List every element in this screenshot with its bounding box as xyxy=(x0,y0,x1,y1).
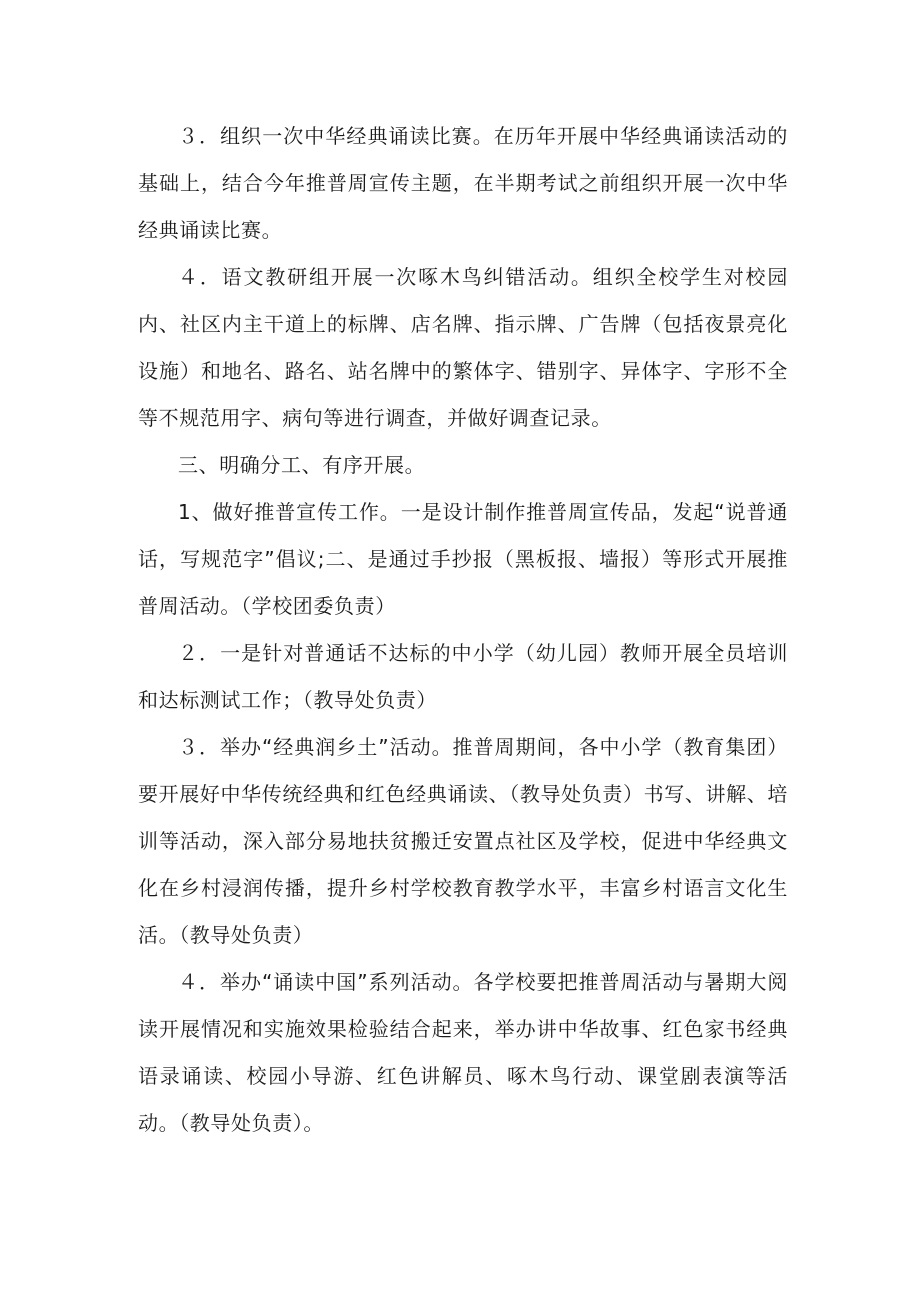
paragraph-recitation-contest: ３．组织一次中华经典诵读比赛。在历年开展中华经典诵读活动的基础上，结合今年推普周宣传主题，在半期考试之前组织开展一次中华经典诵读比赛。 xyxy=(138,124,788,242)
paragraph-recite-china-series: ４．举办“诵读中国”系列活动。各学校要把推普周活动与暑期大阅读开展情况和实施效果检验结合起来，举办讲中华故事、红色家书经典语录诵读、校园小导游、红色讲解员、啄木鸟行动、课堂剧表演等活动。（教导处负责）。 xyxy=(138,970,788,1135)
paragraph-woodpecker-correction: ４．语文教研组开展一次啄木鸟纠错活动。组织全校学生对校园内、社区内主干道上的标牌、店名牌、指示牌、广告牌（包括夜景亮化设施）和地名、路名、站名牌中的繁体字、错别字、异体字、字形不全等不规范用字、病句等进行调查，并做好调查记录。 xyxy=(138,265,788,430)
paragraph-publicity-work: 1、做好推普宣传工作。一是设计制作推普周宣传品，发起“说普通话，写规范字”倡议;二、是通过手抄报（黑板报、墙报）等形式开展推普周活动。（学校团委负责） xyxy=(138,500,788,618)
paragraph-teacher-training: ２．一是针对普通话不达标的中小学（幼儿园）教师开展全员培训和达标测试工作；（教导处负责） xyxy=(138,641,788,712)
section-heading-division-of-labor: 三、明确分工、有序开展。 xyxy=(178,453,426,477)
paragraph-classics-rural-activity: ３．举办“经典润乡土”活动。推普周期间，各中小学（教育集团）要开展好中华传统经典和红色经典诵读、（教导处负责）书写、讲解、培训等活动，深入部分易地扶贫搬迁安置点社区及学校，促进中华经典文化在乡村浸润传播，提升乡村学校教育教学水平，丰富乡村语言文化生活。（教导处负责） xyxy=(138,735,788,947)
document-page xyxy=(138,113,788,1147)
